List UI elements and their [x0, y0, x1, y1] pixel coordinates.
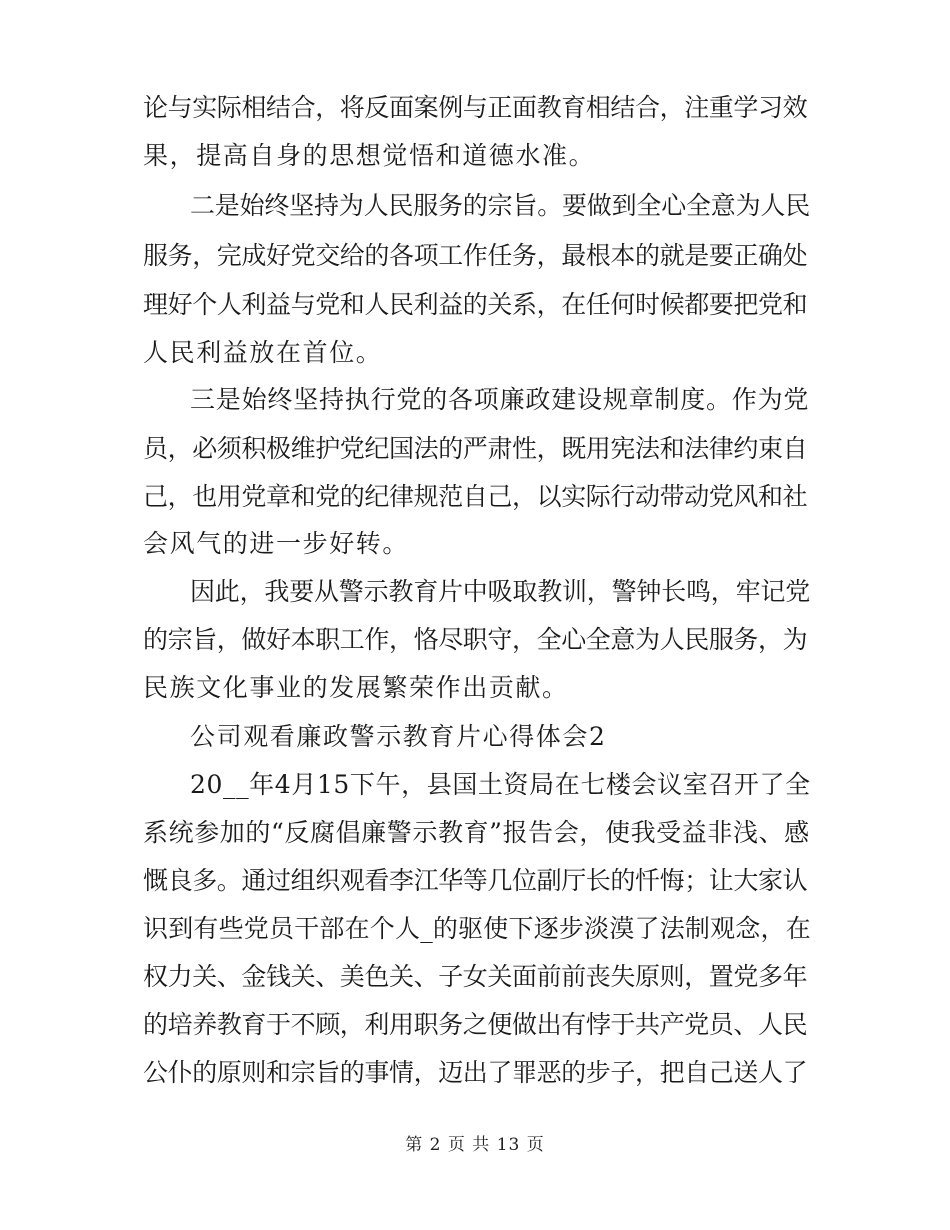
paragraph-start-line: 20__年4月15下午，县国土资局在七楼会议室召开了全	[190, 770, 811, 799]
body-text-line: 会风气的进一步好转。	[143, 529, 410, 558]
paragraph-start-line: 二是始终坚持为人民服务的宗旨。要做到全心全意为人民	[190, 191, 811, 220]
body-text-line: 己，也用党章和党的纪律规范自己，以实际行动带动党风和社	[143, 482, 808, 511]
body-text-line: 的宗旨，做好本职工作，恪尽职守，全心全意为人民服务，为	[143, 625, 808, 654]
body-text-line: 人民利益放在首位。	[143, 338, 383, 367]
body-text-line: 系统参加的“反腐倡廉警示教育”报告会，使我受益非浅、感	[143, 818, 810, 847]
body-text-line: 慨良多。通过组织观看李江华等几位副厅长的忏悔；让大家认	[143, 866, 808, 895]
paragraph-start-line: 三是始终坚持执行党的各项廉政建设规章制度。作为党	[190, 385, 810, 414]
body-text-line: 权力关、金钱关、美色关、子女关面前前丧失原则，置党多年	[143, 962, 808, 991]
page-number-footer: 第 2 页 共 13 页	[405, 1135, 545, 1155]
paragraph-start-line: 因此，我要从警示教育片中吸取教训，警钟长鸣，牢记党	[190, 577, 811, 606]
body-text-line: 员，必须积极维护党纪国法的严肃性，既用宪法和法律约束自	[143, 434, 808, 463]
body-text-line: 公仆的原则和宗旨的事情，迈出了罪恶的步子，把自己送人了	[143, 1058, 808, 1087]
body-text-line: 果，提高自身的思想觉悟和道德水准。	[143, 141, 596, 170]
body-text-line: 理好个人利益与党和人民利益的关系，在任何时候都要把党和	[143, 290, 808, 319]
body-text-line: 民族文化事业的发展繁荣作出贡献。	[143, 673, 569, 702]
body-text-line: 的培养教育于不顾，利用职务之便做出有悖于共产党员、人民	[143, 1010, 808, 1039]
body-text-line: 服务，完成好党交给的各项工作任务，最根本的就是要正确处	[143, 241, 808, 270]
body-text-line: 论与实际相结合，将反面案例与正面教育相结合，注重学习效	[143, 93, 808, 122]
section-heading: 公司观看廉政警示教育片心得体会2	[190, 722, 607, 751]
body-text-line: 识到有些党员干部在个人_的驱使下逐步淡漠了法制观念，在	[143, 914, 811, 943]
